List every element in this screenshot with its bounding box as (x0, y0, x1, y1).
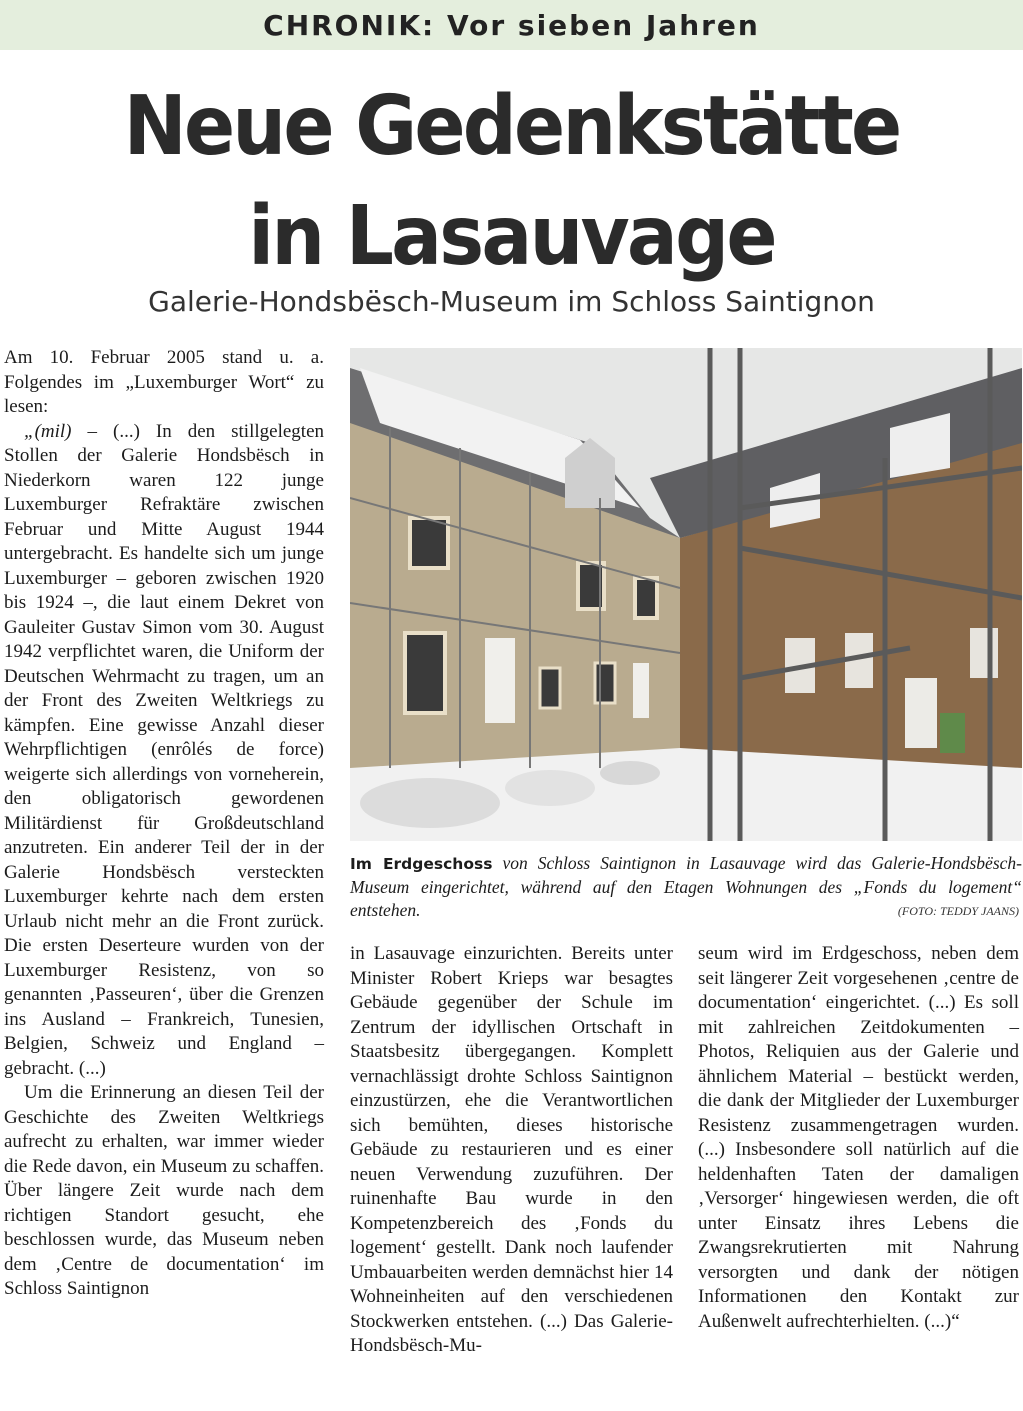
paragraph-column-2: in Lasauvage einzurichten. Bereits unter Minister Robert Krieps war besagtes Gebäude gegenüber der Schule im Zentrum der idyllischen Ortschaft in Staatsbesitz übergegangen. Komplett vernachlässigt drohte Schloss Saintignon einzustürzen, ehe die Verantwortlichen sich bemühten, dieses historische Gebäude zu restaurieren und es einer neuen Verwendung zuzuführen. Der ruinenhafte Bau wurde in den Kompetenzbereich des ‚Fonds du logement‘ gestellt. Dank noch laufender Umbauarbeiten werden demnächst hier 14 Wohneinheiten auf den verschiedenen Stockwerken entstehen. (...) Das Galerie-Hondsbësch-Mu- (350, 943, 673, 1356)
photo-credit: (FOTO: TEDDY JAANS) (897, 904, 1019, 918)
article-column-1 (4, 346, 324, 1302)
quote-author-tag: „(mil) (24, 420, 72, 442)
article-column-2 (350, 942, 673, 1359)
paragraph-quote (4, 420, 324, 1082)
section-kicker: CHRONIK: Vor sieben Jahren (0, 0, 1023, 50)
photo-illustration (350, 348, 1022, 841)
quote-body: – (...) In den stillgelegten Stollen der Galerie Hondsbësch in Niederkorn waren 122 junge Luxemburger Refraktäre zwischen Februar und Mitte August 1944 untergebracht. Es handelte sich um junge Luxemburger – geboren zwischen 1920 bis 1924 –, die laut einem Dekret von Gauleiter Gustav Simon vom 30. August 1942 verpflichtet waren, die Uniform der Deutschen Wehrmacht zu tragen, um an der Front des Zweiten Weltkriegs zu kämpfen. Eine gewisse Anzahl dieser Wehrpflichtigen (enrôlés de force) weigerte sich allerdings von vorneherein, den obligatorisch gewordenen Militärdienst für Großdeutschland anzutreten. Ein anderer Teil der in der Galerie Hondsbësch versteckten Luxemburger kehrte nach dem ersten Urlaub nicht mehr an die Front zurück. Die ersten Deserteure wurden von der Luxemburger Resistenz, von so genannten ‚Passeuren‘, über die Grenzen ins Ausland – Frankreich, Tunesien, Belgien, Schweiz und England – gebracht. (...) (4, 420, 324, 1079)
headline (41, 72, 982, 292)
caption-text: von Schloss Saintignon in Lasauvage wird das Galerie-Hondsbësch-Museum eingerichtet, während auf den Etagen Wohnungen des „Fonds du logement“ entstehen. (350, 853, 1022, 920)
caption-lead: Im Erdgeschoss (350, 855, 493, 873)
article-photo (350, 348, 1022, 841)
article-column-3 (698, 942, 1019, 1334)
paragraph-museum: Um die Erinnerung an diesen Teil der Geschichte des Zweiten Weltkriegs aufrecht zu erhalten, war immer wieder die Rede davon, ein Museum zu schaffen. Über längere Zeit wurde nach dem richtigen Standort gesucht, ehe beschlossen wurde, das Museum neben dem ‚Centre de documentation‘ im Schloss Saintignon (4, 1082, 324, 1299)
subheadline: Galerie-Hondsbësch-Museum im Schloss Saintignon (148, 285, 875, 318)
headline-line-1: Neue Gedenkstätte (123, 79, 900, 174)
headline-line-2: in Lasauvage (248, 189, 775, 284)
paragraph-column-3: seum wird im Erdgeschoss, neben dem seit längerer Zeit vorgesehenen ‚centre de documentation‘ eingerichtet. (...) Es soll mit zahlreichen Zeitdokumenten – Photos, Reliquien aus der Galerie und ähnlichem Material – bestückt werden, die dank der Mitglieder der Luxemburger Resistenz zusammengetragen wurden. (...) Insbesondere soll natürlich auf die heldenhaften Taten der damaligen ‚Versorger‘ hingewiesen werden, die oft unter Einsatz ihres Lebens die Zwangsrekrutierten mit Nahrung versorgten und dank der nötigen Informationen den Kontakt zur Außenwelt aufrechterhielten. (...)“ (698, 943, 1019, 1332)
paragraph-intro: Am 10. Februar 2005 stand u. a. Folgendes im „Luxemburger Wort“ zu lesen: (4, 347, 324, 417)
